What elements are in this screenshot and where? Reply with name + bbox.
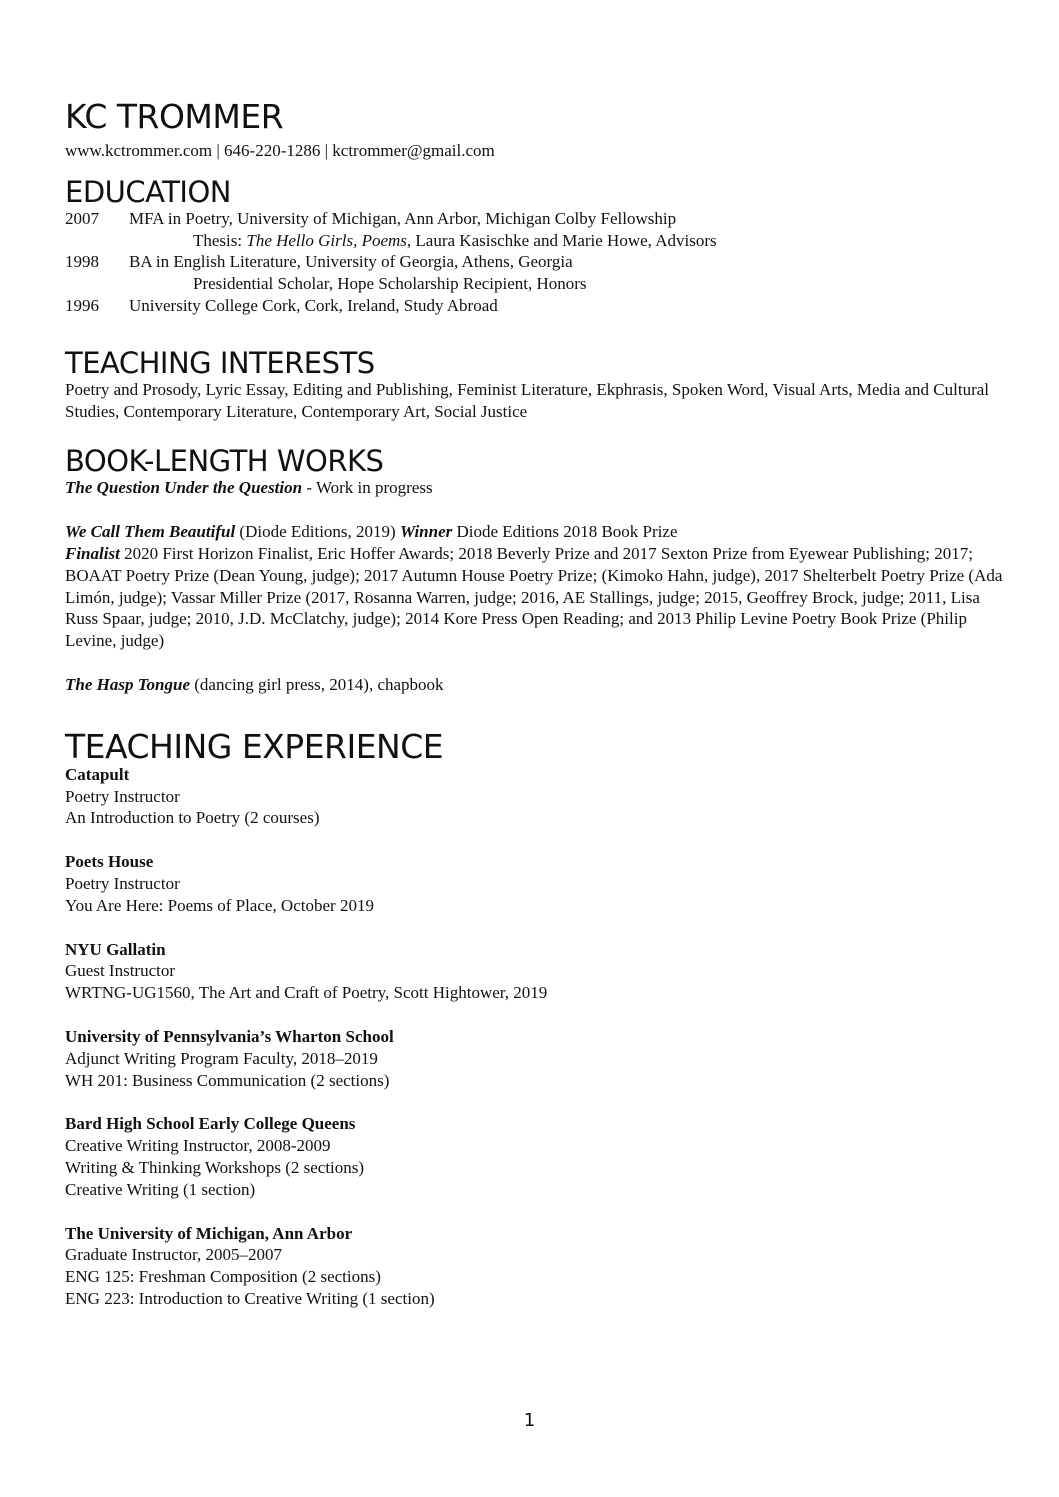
- teaching-line: Writing & Thinking Workshops (2 sections): [65, 1157, 365, 1177]
- teaching-entry: [65, 1026, 1005, 1091]
- award-label: Finalist: [65, 543, 120, 563]
- teaching-experience-heading: TEACHING EXPERIENCE: [65, 726, 444, 766]
- teaching-line: Guest Instructor: [65, 961, 176, 981]
- teaching-interests-heading: TEACHING INTERESTS: [65, 345, 375, 380]
- teaching-org: The University of Michigan, Ann Arbor: [65, 1223, 353, 1243]
- education-year: 1998: [65, 252, 99, 272]
- teaching-entry: [65, 1113, 1005, 1200]
- teaching-line: Adjunct Writing Program Faculty, 2018–2019: [65, 1048, 378, 1068]
- education-item: [65, 251, 1005, 273]
- book-entry: We Call Them Beautiful (Diode Editions, 2019) Winner Diode Editions 2018 Book Prize Finalist 2020 First Horizon Finalist, Eric Hoffer Awards; 2018 Beverly Prize and 2017 Sexton Prize from Eyewear Publishing; 2017; BOAAT Poetry Prize (Dean Young, judge); 2017 Autumn House Poetry Prize; (Kimoko Hahn, judge), 2017 Shelterbelt Poetry Prize (Ada Limón, judge); Vassar Miller Prize (2017, Rosanna Warren, judge; 2016, AE Stallings, judge; 2015, Geoffrey Brock, judge; 2011, Lisa Russ Spaar, judge; 2010, J.D. McClatchy, judge); 2014 Kore Press Open Reading; and 2013 Philip Levine Poetry Book Prize (Philip Levine, judge): [65, 522, 1003, 651]
- education-heading: EDUCATION: [65, 174, 232, 209]
- teaching-org: Catapult: [65, 764, 130, 784]
- teaching-line: Creative Writing (1 section): [65, 1179, 256, 1199]
- name-heading: KC TROMMER: [65, 97, 284, 136]
- page-number: 1: [523, 1410, 536, 1431]
- education-detail: Presidential Scholar, Hope Scholarship Recipient, Honors: [193, 274, 587, 294]
- contact-line: www.kctrommer.com | 646-220-1286 | kctrommer@gmail.com: [65, 141, 495, 160]
- teaching-line: WRTNG-UG1560, The Art and Craft of Poetry, Scott Hightower, 2019: [65, 983, 548, 1003]
- award-label: Winner: [399, 522, 453, 542]
- education-item: [65, 295, 1005, 317]
- teaching-line: ENG 223: Introduction to Creative Writing (1 section): [65, 1288, 435, 1308]
- teaching-line: ENG 125: Freshman Composition (2 sections): [65, 1267, 381, 1287]
- teaching-interests-text: Poetry and Prosody, Lyric Essay, Editing and Publishing, Feminist Literature, Ekphrasis, Spoken Word, Visual Arts, Media and Cultural Studies, Contemporary Literature, Contemporary Art, Social Justice: [65, 379, 990, 421]
- teaching-line: Creative Writing Instructor, 2008-2009: [65, 1136, 331, 1156]
- teaching-org: University of Pennsylvania’s Wharton School: [65, 1026, 394, 1046]
- teaching-org: NYU Gallatin: [65, 939, 166, 959]
- resume-page: [65, 97, 1005, 1310]
- book-entry: The Question Under the Question - Work in progress: [65, 478, 433, 498]
- teaching-org: Poets House: [65, 852, 154, 872]
- education-item: [65, 208, 1005, 230]
- teaching-line: An Introduction to Poetry (2 courses): [65, 808, 320, 828]
- book-works-heading: BOOK-LENGTH WORKS: [65, 444, 384, 479]
- teaching-entry: [65, 939, 1005, 1004]
- education-list: [65, 208, 1005, 317]
- teaching-org: Bard High School Early College Queens: [65, 1114, 356, 1134]
- teaching-line: Poetry Instructor: [65, 873, 180, 893]
- education-degree: University College Cork, Cork, Ireland, Study Abroad: [129, 295, 498, 315]
- education-degree: BA in English Literature, University of Georgia, Athens, Georgia: [129, 252, 573, 272]
- book-entry: The Hasp Tongue (dancing girl press, 2014), chapbook: [65, 674, 444, 694]
- education-detail: Thesis: The Hello Girls, Poems, Laura Kasischke and Marie Howe, Advisors: [193, 230, 717, 250]
- book-title: We Call Them Beautiful: [65, 522, 236, 542]
- book-title: The Question Under the Question: [65, 478, 303, 498]
- teaching-entry: [65, 764, 1005, 829]
- education-year: 1996: [65, 295, 99, 315]
- teaching-entry: [65, 1223, 1005, 1310]
- teaching-line: You Are Here: Poems of Place, October 2019: [65, 895, 374, 915]
- education-degree: MFA in Poetry, University of Michigan, Ann Arbor, Michigan Colby Fellowship: [129, 208, 677, 228]
- education-year: 2007: [65, 208, 99, 228]
- teaching-line: Poetry Instructor: [65, 786, 180, 806]
- teaching-line: Graduate Instructor, 2005–2007: [65, 1245, 282, 1265]
- teaching-entry: [65, 851, 1005, 916]
- teaching-line: WH 201: Business Communication (2 sections): [65, 1070, 390, 1090]
- book-title: The Hasp Tongue: [65, 674, 191, 694]
